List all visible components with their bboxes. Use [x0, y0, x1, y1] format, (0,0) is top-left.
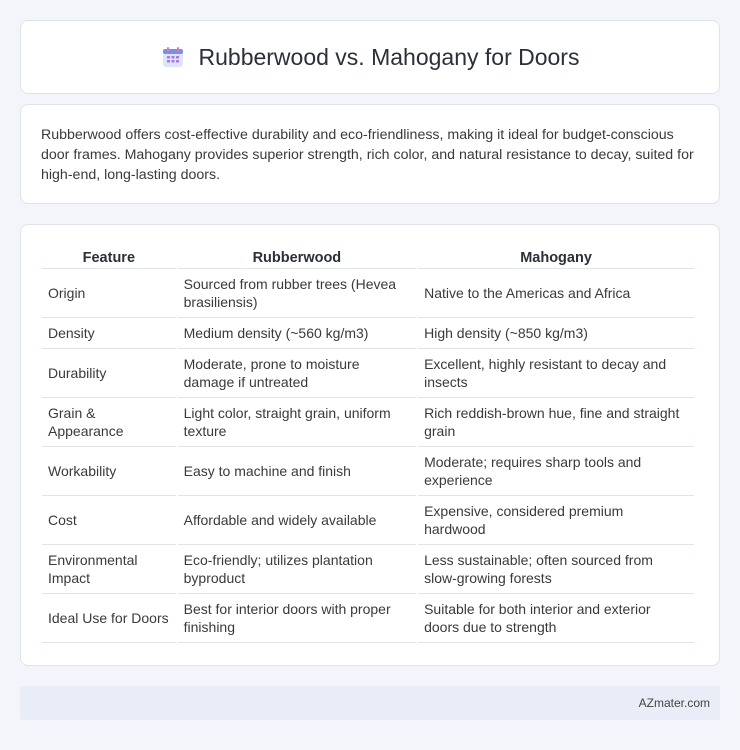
header-mahogany: Mahogany: [418, 245, 694, 269]
mahogany-cell: Less sustainable; often sourced from slow-growing forests: [418, 545, 694, 594]
table-row: [42, 269, 694, 318]
feature-cell: Origin: [42, 269, 176, 318]
mahogany-cell: Suitable for both interior and exterior doors due to strength: [418, 594, 694, 643]
summary-text: Rubberwood offers cost-effective durability and eco-friendliness, making it ideal for budget-conscious door frames. Mahogany provides superior strength, rich color, and natural resistance to decay, suited for high-end, long-lasting doors.: [41, 127, 694, 183]
feature-cell: Density: [42, 318, 176, 349]
footer-brand[interactable]: AZmater.com: [638, 696, 710, 710]
rubberwood-cell: Medium density (~560 kg/m3): [178, 318, 416, 349]
rubberwood-cell: Light color, straight grain, uniform texture: [178, 398, 416, 447]
mahogany-cell: Native to the Americas and Africa: [418, 269, 694, 318]
rubberwood-cell: Best for interior doors with proper finishing: [178, 594, 416, 643]
table-row: [42, 398, 694, 447]
table-row: [42, 318, 694, 349]
rubberwood-cell: Eco-friendly; utilizes plantation byproduct: [178, 545, 416, 594]
header-rubberwood: Rubberwood: [178, 245, 416, 269]
table-row: [42, 349, 694, 398]
page-title: Rubberwood vs. Mahogany for Doors: [198, 43, 580, 70]
feature-cell: Durability: [42, 349, 176, 398]
rubberwood-cell: Sourced from rubber trees (Hevea brasiliensis): [178, 269, 416, 318]
table-row: [42, 496, 694, 545]
rubberwood-cell: Affordable and widely available: [178, 496, 416, 545]
mahogany-cell: High density (~850 kg/m3): [418, 318, 694, 349]
footer-bar: [20, 686, 720, 720]
rubberwood-cell: Moderate, prone to moisture damage if untreated: [178, 349, 416, 398]
feature-cell: Grain & Appearance: [42, 398, 176, 447]
table-row: [42, 594, 694, 643]
feature-cell: Cost: [42, 496, 176, 545]
feature-cell: Workability: [42, 447, 176, 496]
mahogany-cell: Excellent, highly resistant to decay and insects: [418, 349, 694, 398]
mahogany-cell: Moderate; requires sharp tools and experience: [418, 447, 694, 496]
mahogany-cell: Rich reddish-brown hue, fine and straight grain: [418, 398, 694, 447]
header-feature: Feature: [42, 245, 176, 269]
comparison-table-card: [20, 224, 720, 666]
table-row: [42, 447, 694, 496]
summary-card: [20, 104, 720, 204]
mahogany-cell: Expensive, considered premium hardwood: [418, 496, 694, 545]
feature-cell: Ideal Use for Doors: [42, 594, 176, 643]
calendar-icon: [161, 45, 185, 69]
table-header-row: [42, 245, 694, 269]
feature-cell: Environmental Impact: [42, 545, 176, 594]
title-card: [20, 20, 720, 94]
comparison-table: [40, 245, 696, 643]
rubberwood-cell: Easy to machine and finish: [178, 447, 416, 496]
table-row: [42, 545, 694, 594]
